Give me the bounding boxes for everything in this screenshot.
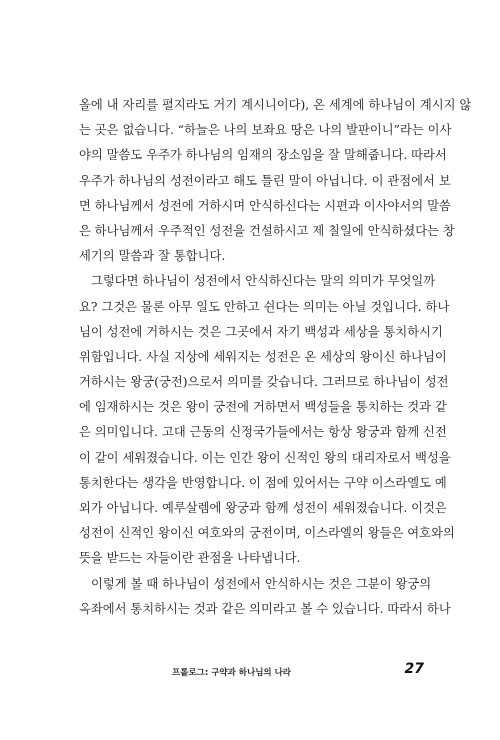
text-line: 야의 말씀도 우주가 하나님의 임재의 장소임을 잘 말해줍니다. 따라서 <box>79 148 447 163</box>
text-line: 거하시는 왕궁(궁전)으로서 의미를 갖습니다. 그러므로 하나님이 성전 <box>79 375 449 390</box>
text-line: 은 하나님께서 우주적인 성전을 건설하시고 제 칠일에 안식하셨다는 창 <box>79 223 455 238</box>
text-line: 이 같이 세워졌습니다. 이는 인간 왕이 신적인 왕의 대리자로서 백성을 <box>79 450 451 465</box>
text-line: 요? 그것은 물론 아무 일도 안하고 쉰다는 의미는 아닐 것입니다. 하나 <box>79 299 450 314</box>
text-line: 성전이 신적인 왕이신 여호와의 궁전이며, 이스라엘의 왕들은 여호와의 <box>79 526 455 541</box>
text-line: 통치한다는 생각을 반영합니다. 이 점에 있어서는 구약 이스라엘도 예 <box>79 475 447 490</box>
text-line: 올에 내 자리를 펼지라도 거기 계시니이다), 온 세계에 하나님이 계시지 않 <box>79 98 472 112</box>
text-line: 그렇다면 하나님이 성전에서 안식하신다는 말의 의미가 무엇일까 <box>91 274 436 289</box>
text-line: 세기의 말씀과 잘 통합니다. <box>79 249 226 264</box>
text-line: 은 의미입니다. 고대 근동의 신정국가들에서는 항상 왕궁과 함께 신전 <box>79 425 447 440</box>
text-line: 위함입니다. 사실 지상에 세워지는 성전은 온 세상의 왕이신 하나님이 <box>79 349 447 364</box>
body-text <box>79 93 472 622</box>
text-line: 옥좌에서 통치하시는 것과 같은 의미라고 볼 수 있습니다. 따라서 하나 <box>79 601 451 616</box>
text-line: 우주가 하나님의 성전이라고 해도 틀린 말이 아닙니다. 이 관점에서 보 <box>79 173 451 188</box>
text-line: 에 임재하시는 것은 왕이 궁전에 거하면서 백성들을 통치하는 것과 같 <box>79 400 447 415</box>
running-title: 프롤로그: 구약과 하나님의 나라 <box>172 668 292 678</box>
text-line: 는 곳은 없습니다. “하늘은 나의 보좌요 땅은 나의 발판이니”라는 이사 <box>79 123 452 138</box>
text-line: 뜻을 받드는 자들이란 관점을 나타냅니다. <box>79 551 301 566</box>
text-line: 외가 아닙니다. 예루살렘에 왕궁과 함께 성전이 세워졌습니다. 이것은 <box>79 501 447 515</box>
page-number: 27 <box>404 661 424 677</box>
text-line: 면 하나님께서 성전에 거하시며 안식하신다는 시편과 이사야서의 말씀 <box>79 198 451 213</box>
text-line: 님이 성전에 거하시는 것은 그곳에서 자기 백성과 세상을 통치하시기 <box>79 324 443 339</box>
page-footer <box>79 663 424 683</box>
text-line: 이렇게 볼 때 하나님이 성전에서 안식하시는 것은 그분이 왕궁의 <box>91 576 432 591</box>
